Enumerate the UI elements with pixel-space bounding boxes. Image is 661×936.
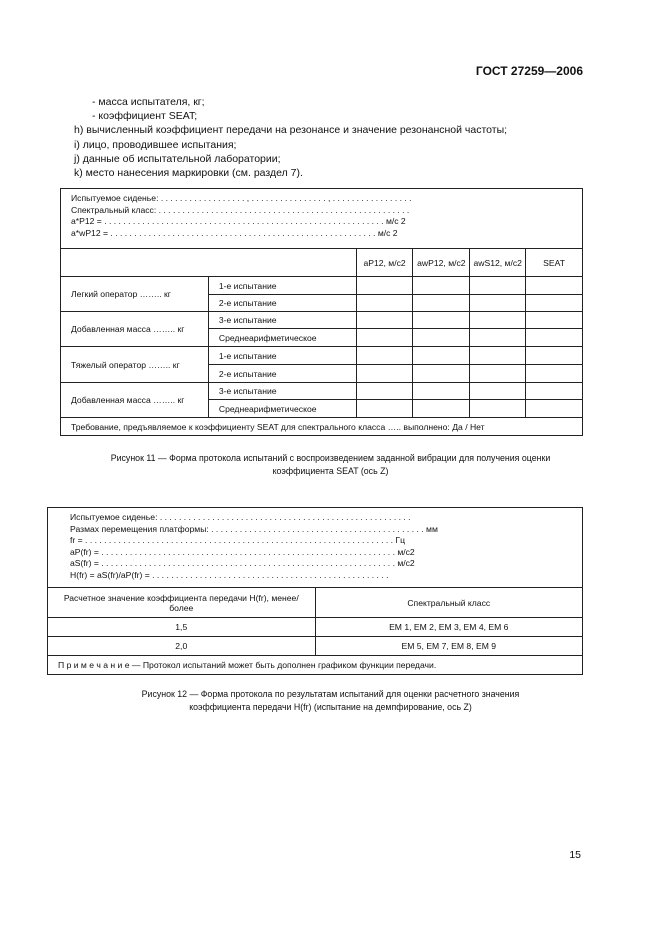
value-cell[interactable] xyxy=(470,329,526,347)
header-line: H(fr) = aS(fr)/aP(fr) = . . . . . . . . . . . . . . . . . . . . . . . . . . . . . . . . . . . . . . . . . . . . . . . . . . xyxy=(70,569,389,580)
empty-header-cell xyxy=(61,249,357,277)
value-cell[interactable] xyxy=(356,383,413,400)
header-line: Размах перемещения платформы: . . . . . . . . . . . . . . . . . . . . . . . . . . . . . . . . . . . . . . . . . . . . . мм xyxy=(70,523,438,534)
test-label: 1-е испытание xyxy=(208,347,356,365)
list-item: - коэффициент SEAT; xyxy=(92,110,198,123)
header-line: Спектральный класс: . . . . . . . . . . . . . . . . . . . . . . . . . . . . . . . . . . . . . . . . . . . . . . . . . . . . . xyxy=(71,204,410,215)
value-cell[interactable] xyxy=(526,312,583,329)
test-label: Среднеарифметическое xyxy=(208,400,356,418)
fig12-protocol-table xyxy=(47,507,583,675)
value-cell[interactable] xyxy=(526,295,583,312)
light-operator-label: Легкий оператор …….. кг xyxy=(61,277,209,312)
fig11-header-block xyxy=(61,189,583,249)
value-cell[interactable] xyxy=(526,365,583,383)
header-line: aP(fr) = . . . . . . . . . . . . . . . . . . . . . . . . . . . . . . . . . . . . . . . . . . . . . . . . . . . . . . . . . . . . . . м/с2 xyxy=(70,546,415,557)
table-row-value: 2,0 xyxy=(48,637,316,656)
fig12-header-block xyxy=(48,508,583,588)
fig11-protocol-table xyxy=(60,188,583,436)
value-cell[interactable] xyxy=(470,365,526,383)
light-mass-label: Добавленная масса …….. кг xyxy=(61,312,209,347)
column-header: Расчетное значение коэффициента передачи H(fr), менее/более xyxy=(48,588,316,618)
value-cell[interactable] xyxy=(470,400,526,418)
value-cell[interactable] xyxy=(356,295,413,312)
value-cell[interactable] xyxy=(356,347,413,365)
value-cell[interactable] xyxy=(413,329,470,347)
test-label: 3-е испытание xyxy=(208,383,356,400)
header-line: aS(fr) = . . . . . . . . . . . . . . . . . . . . . . . . . . . . . . . . . . . . . . . . . . . . . . . . . . . . . . . . . . . . . . м/с2 xyxy=(70,558,415,569)
value-cell[interactable] xyxy=(356,365,413,383)
value-cell[interactable] xyxy=(356,312,413,329)
test-label: 3-е испытание xyxy=(208,312,356,329)
value-cell[interactable] xyxy=(526,277,583,295)
test-label: 2-е испытание xyxy=(208,365,356,383)
figure-11-caption: Рисунок 11 — Форма протокола испытаний с воспроизведением заданной вибрации для получения оценки коэффициента SEAT (ось Z) xyxy=(110,453,551,476)
value-cell[interactable] xyxy=(413,312,470,329)
requirements-list xyxy=(74,95,507,180)
test-label: 1-е испытание xyxy=(208,277,356,295)
value-cell[interactable] xyxy=(356,400,413,418)
value-cell[interactable] xyxy=(526,329,583,347)
value-cell[interactable] xyxy=(526,347,583,365)
note-row: П р и м е ч а н и е — Протокол испытаний может быть дополнен графиком функции передачи. xyxy=(48,656,583,675)
value-cell[interactable] xyxy=(356,329,413,347)
test-label: Среднеарифметическое xyxy=(208,329,356,347)
list-item: h) вычисленный коэффициент передачи на резонансе и значение резонансной частоты; xyxy=(74,124,508,137)
list-item: j) данные об испытательной лаборатории; xyxy=(74,152,281,165)
heavy-operator-label: Тяжелый оператор …….. кг xyxy=(61,347,209,383)
list-item: - масса испытателя, кг; xyxy=(92,96,205,108)
value-cell[interactable] xyxy=(413,347,470,365)
column-header: awS12, м/с2 xyxy=(470,249,526,277)
table-row-classes: ЕМ 1, ЕМ 2, ЕМ 3, ЕМ 4, ЕМ 6 xyxy=(315,618,582,637)
figure-12-caption: Рисунок 12 — Форма протокола по результатам испытаний для оценки расчетного значения коэффициента передачи H(fr) (испытание на демпфирование, ось Z) xyxy=(141,689,520,712)
value-cell[interactable] xyxy=(413,365,470,383)
value-cell[interactable] xyxy=(470,383,526,400)
test-label: 2-е испытание xyxy=(208,295,356,312)
list-item: i) лицо, проводившее испытания; xyxy=(74,138,237,151)
value-cell[interactable] xyxy=(413,400,470,418)
header-line: a*P12 = . . . . . . . . . . . . . . . . . . . . . . . . . . . . . . . . . . . . . . . . . . . . . . . . . . . . . . . . . . . м/с 2 xyxy=(71,216,406,227)
value-cell[interactable] xyxy=(470,277,526,295)
header-line: fr = . . . . . . . . . . . . . . . . . . . . . . . . . . . . . . . . . . . . . . . . . . . . . . . . . . . . . . . . . . . . . . . . . Гц xyxy=(70,535,406,546)
value-cell[interactable] xyxy=(526,383,583,400)
column-header: Спектральный класс xyxy=(315,588,582,618)
page-number: 15 xyxy=(569,849,581,861)
value-cell[interactable] xyxy=(470,312,526,329)
header-line: Испытуемое сиденье: . . . . . . . . . . . . . . . . . . . . . . . . . . . . . . . . . . . . . . . . . . . . . . . . . . . . . xyxy=(70,512,411,522)
value-cell[interactable] xyxy=(526,400,583,418)
header-line: Испытуемое сиденье: . . . . . . . . . . . . . . . . . . , . . . . . . . . . . . . . . . . , . . . . . . . . . . . . . . . . . xyxy=(71,193,412,203)
value-cell[interactable] xyxy=(356,277,413,295)
column-header: aP12, м/с2 xyxy=(356,249,413,277)
value-cell[interactable] xyxy=(413,383,470,400)
table-row-classes: ЕМ 5, ЕМ 7, ЕМ 8, ЕМ 9 xyxy=(315,637,582,656)
header-line: a*wP12 = . . . . . . . . . . . . . . . . . . . . . . . . . . . . . . . . . . . . . . . . . . . . . . . . . . . . . . . . м/с 2 xyxy=(71,227,398,238)
list-item: k) место нанесения маркировки (см. раздел 7). xyxy=(74,167,303,180)
value-cell[interactable] xyxy=(413,277,470,295)
requirement-row: Требование, предъявляемое к коэффициенту SEAT для спектрального класса ….. выполнено: Да / Нет xyxy=(61,418,583,436)
value-cell[interactable] xyxy=(413,295,470,312)
table-row-value: 1,5 xyxy=(48,618,316,637)
value-cell[interactable] xyxy=(470,347,526,365)
standard-code: ГОСТ 27259—2006 xyxy=(475,64,583,78)
heavy-mass-label: Добавленная масса …….. кг xyxy=(61,383,209,418)
value-cell[interactable] xyxy=(470,295,526,312)
column-header: SEAT xyxy=(526,249,583,277)
column-header: awP12, м/с2 xyxy=(413,249,470,277)
